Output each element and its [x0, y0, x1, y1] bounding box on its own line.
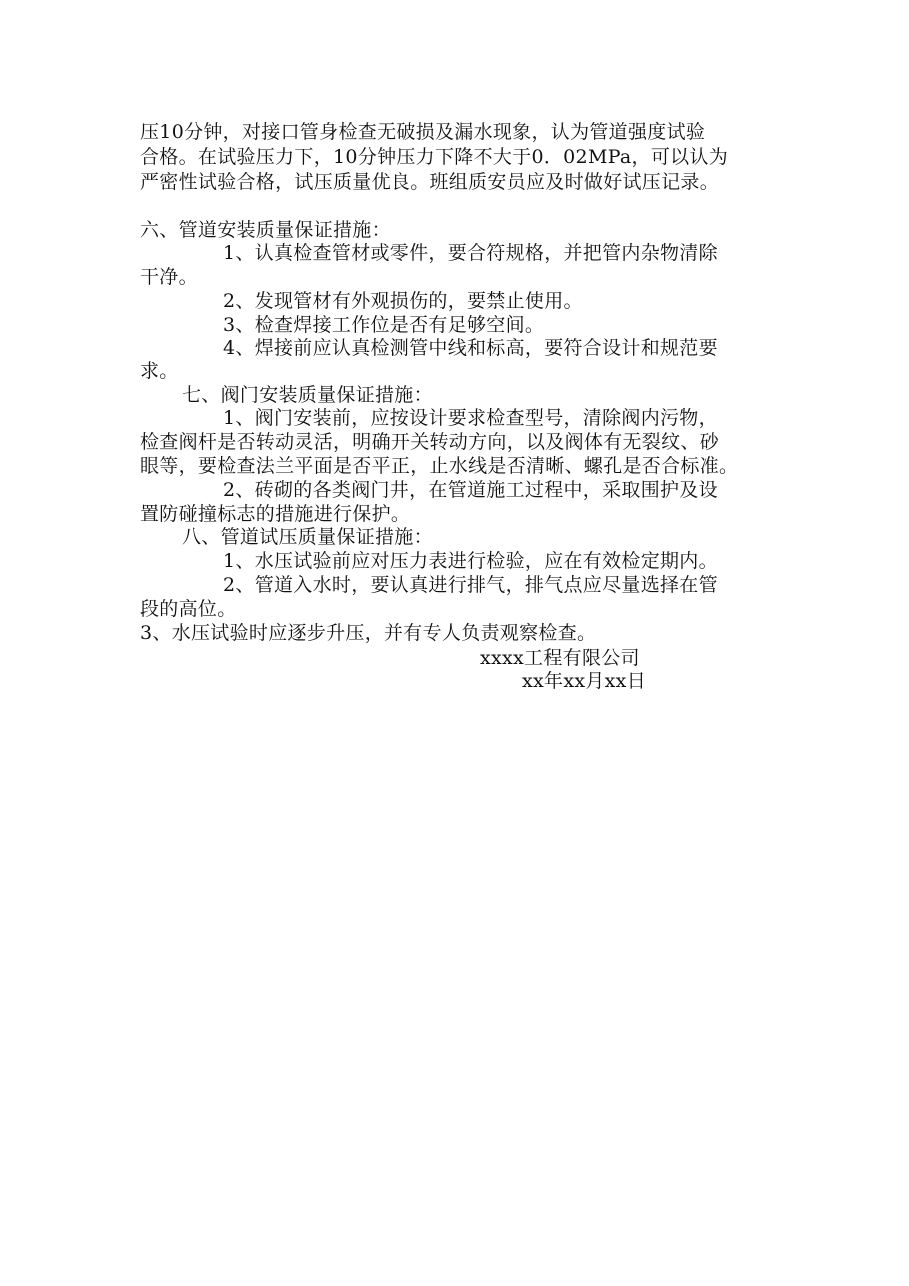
paragraph-line: 合格。在试验压力下，10分钟压力下降不大于0．02MPa，可以认为: [140, 146, 729, 168]
paragraph-line: 压10分钟，对接口管身检查无破损及漏水现象，认为管道强度试验: [140, 121, 706, 143]
paragraph-line: 段的高位。: [140, 598, 237, 620]
paragraph-line: 3、检查焊接工作位是否有足够空间。: [223, 314, 545, 336]
paragraph-line: 1、阀门安装前，应按设计要求检查型号，清除阀内污物，: [223, 407, 718, 429]
paragraph-line: 求。: [140, 360, 179, 382]
signature-date: xx年xx月xx日: [522, 670, 646, 692]
paragraph-line: 置防碰撞标志的措施进行保护。: [140, 503, 411, 525]
section-heading: 八、管道试压质量保证措施：: [182, 526, 433, 548]
paragraph-line: 2、砖砌的各类阀门井，在管道施工过程中，采取围护及设: [223, 479, 718, 501]
paragraph-line: 严密性试验合格，试压质量优良。班组质安员应及时做好试压记录。: [140, 171, 720, 193]
paragraph-line: 4、焊接前应认真检测管中线和标高，要符合设计和规范要: [223, 337, 718, 359]
paragraph-line: 2、管道入水时，要认真进行排气，排气点应尽量选择在管: [223, 574, 718, 596]
paragraph-line: 3、水压试验时应逐步升压，并有专人负责观察检查。: [140, 622, 597, 644]
paragraph-line: 1、水压试验前应对压力表进行检验，应在有效检定期内。: [223, 550, 718, 572]
paragraph-line: 1、认真检查管材或零件，要合符规格，并把管内杂物清除: [223, 242, 718, 264]
company-signature: xxxx工程有限公司: [480, 647, 640, 669]
section-heading: 六、管道安装质量保证措施：: [140, 219, 391, 241]
paragraph-line: 干净。: [140, 266, 198, 288]
paragraph-line: 2、发现管材有外观损伤的，要禁止使用。: [223, 290, 583, 312]
section-heading: 七、阀门安装质量保证措施：: [182, 384, 433, 406]
paragraph-line: 检查阀杆是否转动灵活，明确开关转动方向，以及阀体有无裂纹、砂: [140, 431, 720, 453]
paragraph-line: 眼等，要检查法兰平面是否平正，止水线是否清晰、螺孔是否合标准。: [140, 455, 739, 477]
